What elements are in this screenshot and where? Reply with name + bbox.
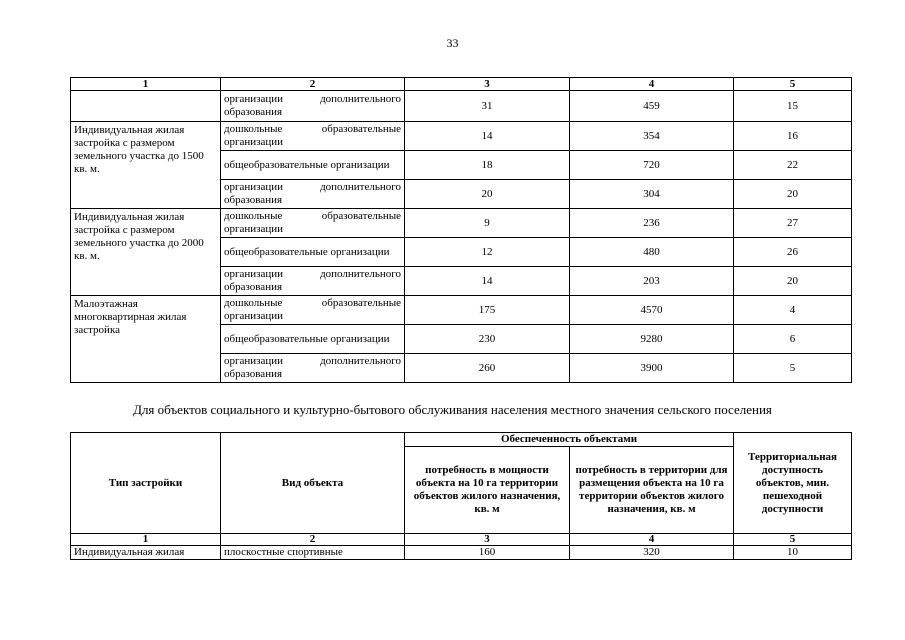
- power-value: 31: [405, 91, 570, 122]
- column-number: 5: [734, 534, 852, 546]
- building-type-cell: Малоэтажная многоквартирная жилая застройка: [71, 296, 221, 383]
- table-row: [71, 209, 852, 238]
- section-caption: Для объектов социального и культурно-бытового обслуживания населения местного значения сельского поселения: [133, 402, 772, 417]
- object-type-cell: организации дополнительного образования: [221, 91, 405, 122]
- access-value: 20: [734, 180, 852, 209]
- access-value: 5: [734, 354, 852, 383]
- header-building-type: Тип застройки: [71, 433, 221, 534]
- header-territory-need: потребность в территории для размещения объекта на 10 га территории объектов жилого назначения, кв. м: [570, 447, 734, 534]
- building-type-cell: [71, 91, 221, 122]
- object-type-cell: дошкольные образовательные организации: [221, 296, 405, 325]
- access-value: 26: [734, 238, 852, 267]
- power-value: 230: [405, 325, 570, 354]
- object-type-cell: организации дополнительного образования: [221, 267, 405, 296]
- object-type-cell: дошкольные образовательные организации: [221, 209, 405, 238]
- object-type-cell: плоскостные спортивные: [221, 546, 405, 560]
- power-value: 14: [405, 122, 570, 151]
- table-header-row: [71, 433, 852, 447]
- norms-table: [70, 77, 852, 383]
- header-cell: 2: [221, 78, 405, 91]
- page-number: 33: [446, 36, 459, 50]
- column-number-row: [71, 534, 852, 546]
- header-accessibility: Территориальная доступность объектов, мин. пешеходной доступности: [734, 433, 852, 534]
- power-value: 12: [405, 238, 570, 267]
- header-cell: 3: [405, 78, 570, 91]
- column-number: 2: [221, 534, 405, 546]
- object-type-cell: дошкольные образовательные организации: [221, 122, 405, 151]
- territory-value: 480: [570, 238, 734, 267]
- power-value: 18: [405, 151, 570, 180]
- building-type-cell: Индивидуальная жилая: [71, 546, 221, 560]
- access-value: 27: [734, 209, 852, 238]
- object-type-cell: общеобразовательные организации: [221, 325, 405, 354]
- territory-value: 304: [570, 180, 734, 209]
- table-row: [71, 91, 852, 122]
- territory-value: 203: [570, 267, 734, 296]
- access-value: 22: [734, 151, 852, 180]
- header-cell: 4: [570, 78, 734, 91]
- access-value: 6: [734, 325, 852, 354]
- column-number: 4: [570, 534, 734, 546]
- social-objects-table: [70, 432, 852, 560]
- object-type-cell: общеобразовательные организации: [221, 151, 405, 180]
- power-value: 160: [405, 546, 570, 560]
- territory-value: 9280: [570, 325, 734, 354]
- object-type-cell: общеобразовательные организации: [221, 238, 405, 267]
- territory-value: 354: [570, 122, 734, 151]
- building-type-cell: Индивидуальная жилая застройка с размером земельного участка до 2000 кв. м.: [71, 209, 221, 296]
- table-row: [71, 122, 852, 151]
- object-type-cell: организации дополнительного образования: [221, 354, 405, 383]
- territory-value: 720: [570, 151, 734, 180]
- power-value: 9: [405, 209, 570, 238]
- column-number: 1: [71, 534, 221, 546]
- territory-value: 4570: [570, 296, 734, 325]
- table-row: [71, 546, 852, 560]
- territory-value: 236: [570, 209, 734, 238]
- header-cell: 5: [734, 78, 852, 91]
- building-type-cell: Индивидуальная жилая застройка с размером земельного участка до 1500 кв. м.: [71, 122, 221, 209]
- power-value: 20: [405, 180, 570, 209]
- header-power-need: потребность в мощности объекта на 10 га территории объектов жилого назначения, кв. м: [405, 447, 570, 534]
- territory-value: 3900: [570, 354, 734, 383]
- access-value: 20: [734, 267, 852, 296]
- territory-value: 459: [570, 91, 734, 122]
- object-type-cell: организации дополнительного образования: [221, 180, 405, 209]
- access-value: 4: [734, 296, 852, 325]
- territory-value: 320: [570, 546, 734, 560]
- column-number: 3: [405, 534, 570, 546]
- table-row: [71, 296, 852, 325]
- table-header-row: [71, 78, 852, 91]
- power-value: 14: [405, 267, 570, 296]
- header-provision-group: Обеспеченность объектами: [405, 433, 734, 447]
- access-value: 15: [734, 91, 852, 122]
- access-value: 16: [734, 122, 852, 151]
- header-object-type: Вид объекта: [221, 433, 405, 534]
- access-value: 10: [734, 546, 852, 560]
- power-value: 175: [405, 296, 570, 325]
- header-cell: 1: [71, 78, 221, 91]
- power-value: 260: [405, 354, 570, 383]
